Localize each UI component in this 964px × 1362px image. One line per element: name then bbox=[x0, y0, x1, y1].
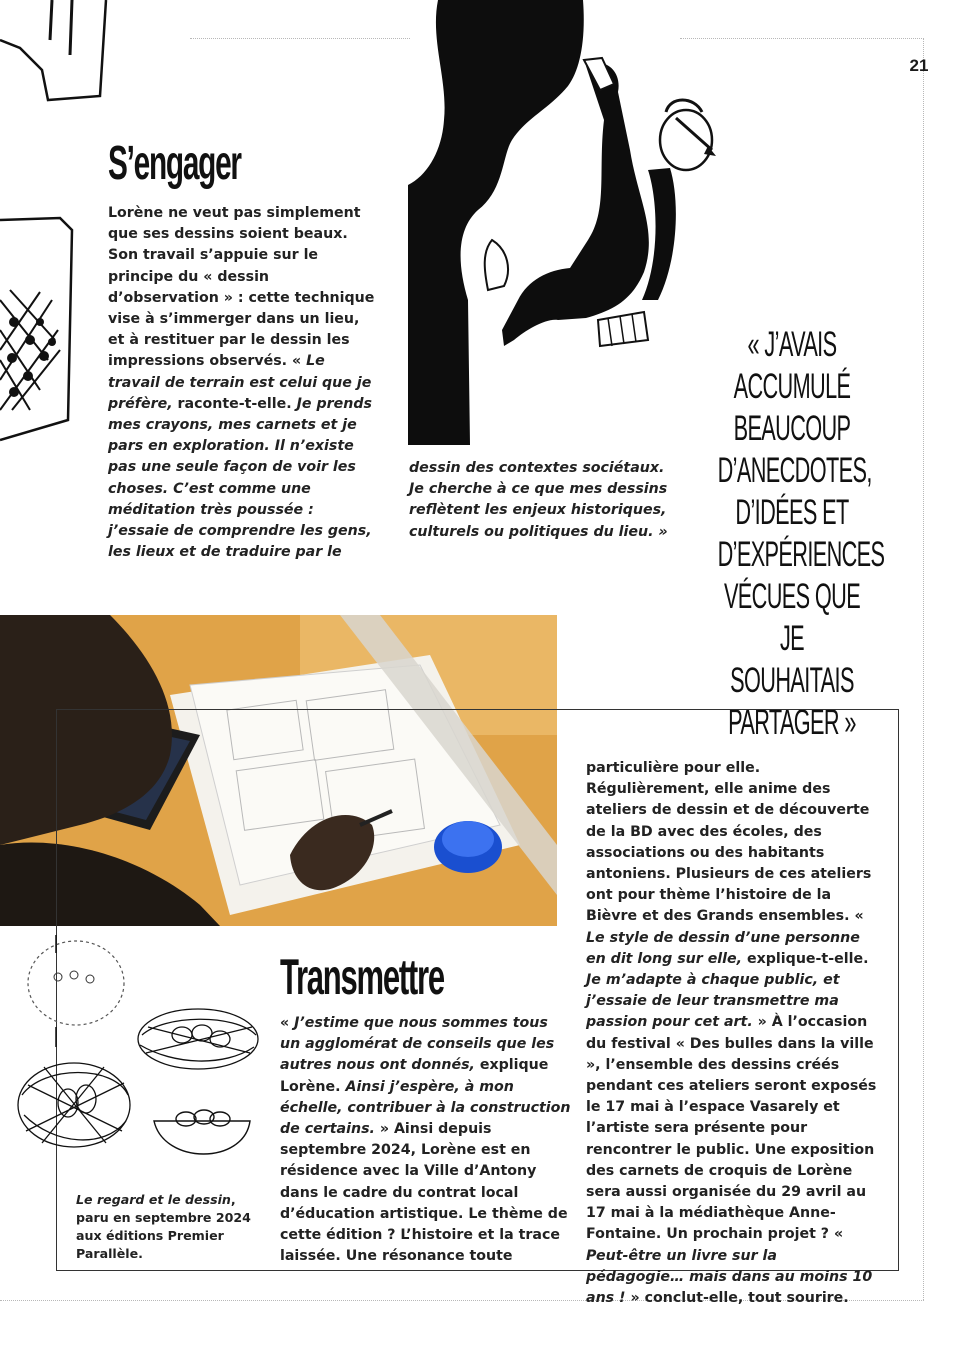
text-run: raconte-t-elle. bbox=[172, 395, 297, 412]
section1-column1 bbox=[108, 203, 376, 563]
frame-right-line bbox=[923, 38, 924, 1300]
text-run-italic: Le travail de terrain est celui que je préfère, bbox=[108, 353, 372, 412]
text-run: » À l’occasion du festival « Des bulles dans la ville », l’ensemble des dessins créés pendant ces ateliers seront exposés le 17 mai à l’espace Vasarely et l’artiste sera présente pour rencontrer le public. Une exposition des carnets de croquis de Lorène sera aussi organisée du 29 avril au 17 mai à la médiathèque Anne-Fontaine. Un prochain projet ? « bbox=[586, 1014, 877, 1243]
caption-text: , paru en septembre 2024 aux éditions Premier Parallèle. bbox=[76, 1192, 251, 1261]
text-run-italic: Je prends mes crayons, mes carnets et je pars en exploration. Il n’existe pas une seule façon de voir les choses. C’est comme une méditation très poussée : j’essaie de comprendre les gens, les lieux et de traduire par le bbox=[108, 395, 372, 561]
text-run: particulière pour elle. Régulièrement, elle anime des ateliers de dessin et de découverte de la BD avec des écoles, des associations ou des habitants antoniens. Plusieurs de ces ateliers ont pour thème l’histoire de la Bièvre et des Grands ensembles. « bbox=[586, 760, 872, 925]
ink-illustration-figure bbox=[408, 0, 728, 445]
section2-column1-paragraph bbox=[280, 1013, 572, 1267]
sketch-illustration-top-left bbox=[0, 0, 110, 450]
section1-column2 bbox=[409, 458, 671, 543]
text-run: explique Lorène. bbox=[280, 1057, 549, 1095]
text-run: « bbox=[280, 1015, 295, 1031]
text-run: Lorène ne veut pas simplement que ses dessins soient beaux. Son travail s’appuie sur le principe du « dessin d’observation » : cette technique vise à s’immerger dans un lieu, et à restituer par le dessin les impressions observés. « bbox=[108, 205, 375, 370]
text-run: » Ainsi depuis septembre 2024, Lorène est en résidence avec la Ville d’Antony dans le cadre du contrat local d’éducation artistique. Le thème de cette édition ? L’histoire et la trace laissée. Une résonance toute bbox=[280, 1121, 568, 1265]
text-run: » conclut-elle, tout sourire. bbox=[625, 1290, 849, 1307]
text-run-italic: J’estime que nous sommes tous un agglomérat de conseils que les autres nous ont donnés, bbox=[280, 1015, 555, 1074]
nest-sketches-illustration bbox=[14, 935, 264, 1175]
section2-column2 bbox=[586, 758, 878, 1309]
section1-column2-paragraph bbox=[409, 458, 671, 543]
page-number: 21 bbox=[909, 56, 929, 75]
text-run-italic: Le style de dessin d’une personne en dit long sur elle, bbox=[586, 929, 860, 967]
section2-column2-paragraph bbox=[586, 758, 878, 1309]
section2-column1 bbox=[280, 1013, 572, 1267]
text-run-italic: Peut-être un livre sur la pédagogie… mais dans au moins 10 ans ! bbox=[586, 1247, 873, 1307]
frame-top-line bbox=[190, 38, 410, 39]
book-caption bbox=[76, 1191, 271, 1263]
text-run-italic: Ainsi j’espère, à mon échelle, contribuer à la construction de certains. bbox=[280, 1078, 571, 1138]
text-run: explique-t-elle. bbox=[742, 950, 869, 967]
section1-column1-paragraph bbox=[108, 203, 376, 563]
section-heading-sengager: S’engager bbox=[108, 137, 241, 190]
pull-quote: « J’AVAIS ACCUMULÉ BEAUCOUP D’ANECDOTES, D’IDÉES ET D’EXPÉRIENCES VÉCUES QUE JE SOUHAITAIS PARTAGER » bbox=[717, 325, 885, 742]
text-run-italic: Je m’adapte à chaque public, et j’essaie de leur transmettre ma passion pour cet art. bbox=[586, 972, 840, 1031]
text-run-italic: dessin des contextes sociétaux. Je cherche à ce que mes dessins reflètent les enjeux historiques, culturels ou politiques du lieu. » bbox=[409, 460, 668, 540]
section-heading-transmettre: Transmettre bbox=[280, 949, 444, 1005]
caption-title: Le regard et le dessin bbox=[76, 1192, 231, 1207]
